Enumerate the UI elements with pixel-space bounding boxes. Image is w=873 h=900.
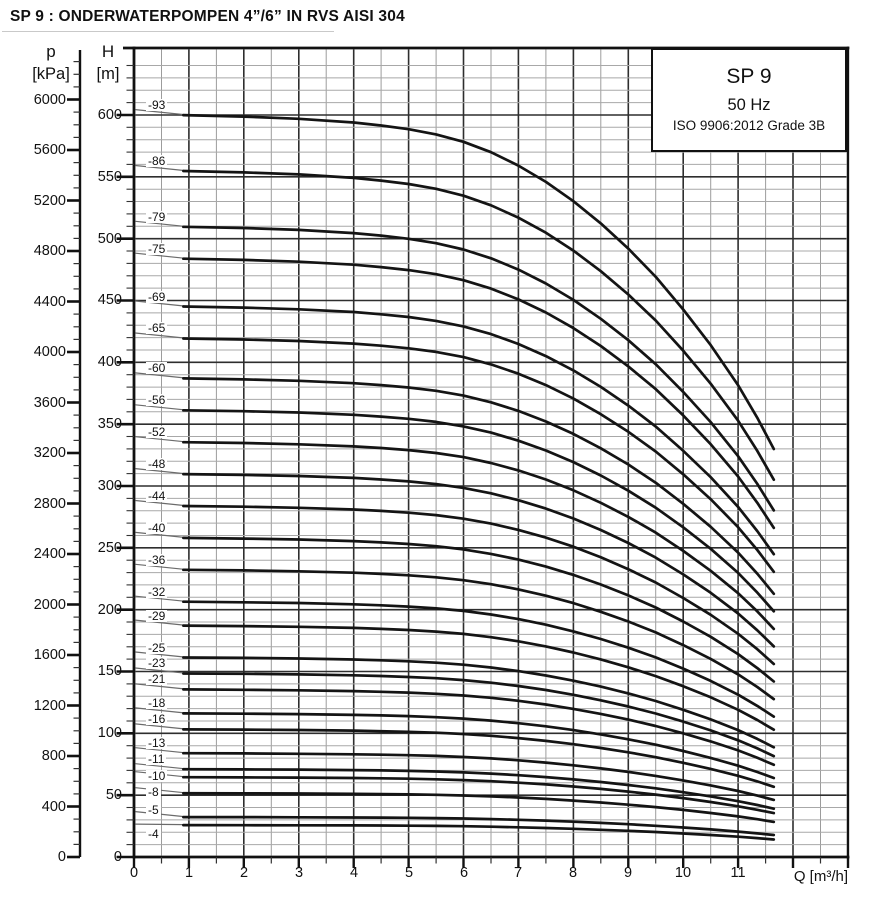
curve-label-44: -44	[148, 489, 166, 503]
curve-label-8: -8	[148, 785, 159, 799]
curve-label-29: -29	[148, 609, 166, 623]
curve-label-79: -79	[148, 210, 166, 224]
head-tick-label: 400	[97, 354, 122, 370]
pressure-tick-label: 2000	[33, 597, 66, 613]
curve-label-69: -69	[148, 290, 166, 304]
curve-label-93: -93	[148, 98, 166, 112]
flow-tick-label: 11	[730, 865, 746, 881]
flow-tick-label: 0	[129, 865, 139, 881]
flow-tick-label: 8	[568, 865, 578, 881]
curve-label-5: -5	[148, 803, 159, 817]
curve-label-23: -23	[148, 656, 166, 670]
pressure-tick-label: 2800	[33, 496, 66, 512]
head-tick-label: 0	[113, 849, 122, 865]
curve-label-11: -11	[148, 752, 165, 766]
pressure-axis-unit: [kPa]	[32, 65, 70, 83]
pressure-tick-label: 6000	[33, 92, 66, 108]
flow-tick-label: 7	[513, 865, 523, 881]
pressure-tick-label: 3200	[33, 445, 66, 461]
pressure-tick-label: 4800	[33, 243, 66, 259]
pressure-tick-label: 800	[41, 748, 66, 764]
pressure-tick-label: 1200	[33, 698, 66, 714]
curve-label-86: -86	[148, 154, 166, 168]
head-tick-label: 200	[97, 602, 122, 618]
head-tick-label: 150	[97, 663, 122, 679]
legend-pump-model: SP 9	[726, 65, 772, 88]
head-axis-symbol: H	[101, 42, 115, 61]
flow-tick-label: 2	[239, 865, 249, 881]
curve-label-25: -25	[148, 641, 166, 655]
curve-label-13: -13	[148, 736, 166, 750]
head-tick-label: 50	[105, 787, 122, 803]
pressure-tick-label: 4400	[33, 294, 66, 310]
flow-tick-label: 3	[294, 865, 304, 881]
curve-label-36: -36	[148, 553, 166, 567]
pressure-tick-label: 2400	[33, 546, 66, 562]
pressure-tick-label: 0	[57, 849, 66, 865]
flow-tick-label: 6	[459, 865, 469, 881]
legend-frequency: 50 Hz	[727, 96, 771, 114]
flow-tick-label: 4	[349, 865, 359, 881]
pressure-tick-label: 5200	[33, 193, 66, 209]
flow-tick-label: 1	[184, 865, 194, 881]
curve-label-40: -40	[148, 521, 166, 535]
head-tick-label: 500	[97, 231, 122, 247]
pressure-tick-label: 4000	[33, 344, 66, 360]
head-tick-label: 450	[97, 292, 122, 308]
head-tick-label: 350	[97, 416, 122, 432]
legend-standard: ISO 9906:2012 Grade 3B	[672, 118, 826, 133]
curve-label-21: -21	[148, 672, 166, 686]
pressure-tick-label: 3600	[33, 395, 66, 411]
curve-label-65: -65	[148, 321, 166, 335]
curve-label-56: -56	[148, 393, 166, 407]
head-tick-label: 300	[97, 478, 122, 494]
curve-label-48: -48	[148, 457, 166, 471]
head-axis-unit: [m]	[96, 65, 120, 83]
curve-label-4: -4	[148, 827, 159, 841]
curve-label-75: -75	[148, 242, 166, 256]
flow-tick-label: 10	[674, 865, 692, 881]
curve-label-10: -10	[148, 769, 166, 783]
head-tick-label: 600	[97, 107, 122, 123]
head-tick-label: 100	[97, 725, 122, 741]
pressure-axis-symbol: p	[46, 42, 56, 61]
curve-label-16: -16	[148, 712, 166, 726]
curve-label-32: -32	[148, 585, 166, 599]
flow-tick-label: 9	[623, 865, 633, 881]
curve-label-52: -52	[148, 425, 166, 439]
pressure-tick-label: 1600	[33, 647, 66, 663]
curve-label-18: -18	[148, 696, 166, 710]
flow-tick-label: 5	[404, 865, 414, 881]
legend-box	[651, 48, 847, 152]
pressure-tick-label: 5600	[33, 142, 66, 158]
page-title: SP 9 : ONDERWATERPOMPEN 4”/6” IN RVS AISI 304	[10, 8, 405, 25]
curve-label-60: -60	[148, 361, 166, 375]
head-tick-label: 550	[97, 169, 122, 185]
pressure-tick-label: 400	[41, 799, 66, 815]
head-tick-label: 250	[97, 540, 122, 556]
flow-axis-label: Q [m³/h]	[793, 868, 848, 885]
